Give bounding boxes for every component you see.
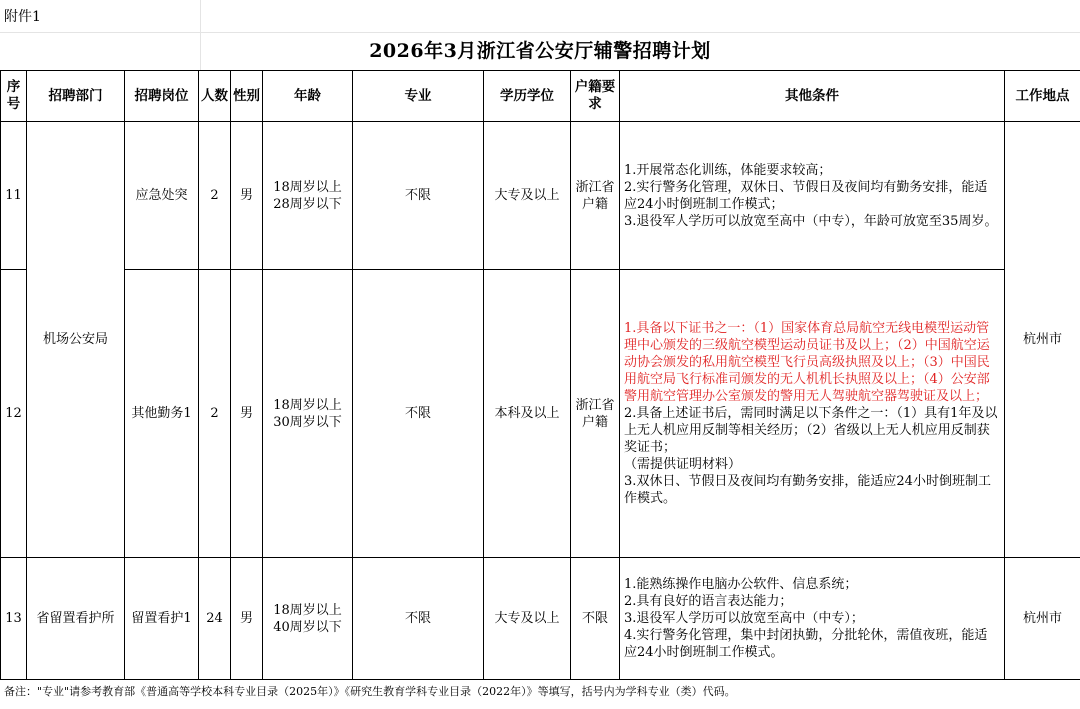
table-row [1, 558, 1080, 680]
row-age [263, 270, 353, 558]
age-max: 30周岁以下 [273, 414, 342, 430]
table-row [1, 270, 1080, 558]
header-age: 年龄 [263, 71, 353, 122]
row-post: 应急处突 [125, 122, 199, 270]
header-location: 工作地点 [1005, 71, 1080, 122]
row-edu: 本科及以上 [484, 270, 571, 558]
row-conditions [620, 122, 1005, 270]
row-age [263, 122, 353, 270]
row-dept: 省留置看护所 [27, 558, 125, 680]
table-row [1, 122, 1080, 270]
row-no: 12 [1, 270, 27, 558]
row-no: 11 [1, 122, 27, 270]
age-min: 18周岁以上 [273, 179, 342, 195]
age-max: 40周岁以下 [273, 619, 342, 635]
header-major: 专业 [353, 71, 484, 122]
row-count: 2 [199, 122, 231, 270]
row-post: 留置看护1 [125, 558, 199, 680]
condition-line: 4.实行警务化管理，集中封闭执勤，分批轮休，需值夜班，能适应24小时倒班制工作模式。 [624, 628, 988, 660]
header-gender: 性别 [231, 71, 263, 122]
row-hukou: 浙江省户籍 [571, 122, 620, 270]
age-max: 28周岁以下 [273, 196, 342, 212]
row-location: 杭州市 [1005, 558, 1080, 680]
age-min: 18周岁以上 [273, 602, 342, 618]
row-gender: 男 [231, 270, 263, 558]
condition-line: 1.能熟练操作电脑办公软件、信息系统； [624, 577, 858, 592]
row-hukou: 不限 [571, 558, 620, 680]
footnote: 备注："专业"请参考教育部《普通高等学校本科专业目录（2025年）》《研究生教育学科专业目录（2022年）》等填写，括号内为学科专业（类）代码。 [4, 685, 736, 698]
row-conditions [620, 270, 1005, 558]
header-row [1, 71, 1080, 122]
condition-highlight: 1.具备以下证书之一：（1）国家体育总局航空无线电模型运动管理中心颁发的三级航空模型运动员证书及以上；（2）中国航空运动协会颁发的私用航空模型飞行员高级执照及以上；（3）中国民用航空局飞行标准司颁发的无人机机长执照及以上；（4）公安部警用航空管理办公室颁发的警用无人驾驶航空器驾驶证及以上； [624, 321, 990, 404]
row-conditions [620, 558, 1005, 680]
row-age [263, 558, 353, 680]
row-dept: 机场公安局 [27, 122, 125, 558]
condition-line: 2.实行警务化管理，双休日、节假日及夜间均有勤务安排，能适应24小时倒班制工作模式； [624, 179, 988, 212]
condition-line: 2.具有良好的语言表达能力； [624, 594, 793, 609]
age-min: 18周岁以上 [273, 397, 342, 413]
condition-line: 3.退役军人学历可以放宽至高中（中专），年龄可放宽至35周岁。 [624, 213, 998, 229]
condition-line: 2.具备上述证书后，需同时满足以下条件之一：（1）具有1年及以上无人机应用反制等相关经历；（2）省级以上无人机应用反制获奖证书； [624, 406, 998, 455]
header-count: 人数 [199, 71, 231, 122]
condition-line: （需提供证明材料） [624, 457, 742, 472]
header-conditions: 其他条件 [620, 71, 1005, 122]
row-gender: 男 [231, 558, 263, 680]
header-hukou: 户籍要求 [571, 71, 620, 122]
condition-line: 1.开展常态化训练，体能要求较高； [624, 162, 832, 178]
header-no: 序号 [1, 71, 27, 122]
row-gender: 男 [231, 122, 263, 270]
recruitment-table [0, 70, 1080, 680]
header-edu: 学历学位 [484, 71, 571, 122]
row-location: 杭州市 [1005, 122, 1080, 558]
row-hukou: 浙江省户籍 [571, 270, 620, 558]
document-title: 2026年3月浙江省公安厅辅警招聘计划 [369, 40, 711, 62]
row-edu: 大专及以上 [484, 558, 571, 680]
row-no: 13 [1, 558, 27, 680]
annex-label: 附件1 [4, 9, 41, 25]
condition-line: 3.退役军人学历可以放宽至高中（中专）； [624, 611, 864, 626]
row-count: 2 [199, 270, 231, 558]
row-major: 不限 [353, 122, 484, 270]
row-post: 其他勤务1 [125, 270, 199, 558]
condition-line: 3.双休日、节假日及夜间均有勤务安排，能适应24小时倒班制工作模式。 [624, 474, 991, 506]
row-count: 24 [199, 558, 231, 680]
row-major: 不限 [353, 270, 484, 558]
header-dept: 招聘部门 [27, 71, 125, 122]
row-major: 不限 [353, 558, 484, 680]
header-post: 招聘岗位 [125, 71, 199, 122]
row-edu: 大专及以上 [484, 122, 571, 270]
